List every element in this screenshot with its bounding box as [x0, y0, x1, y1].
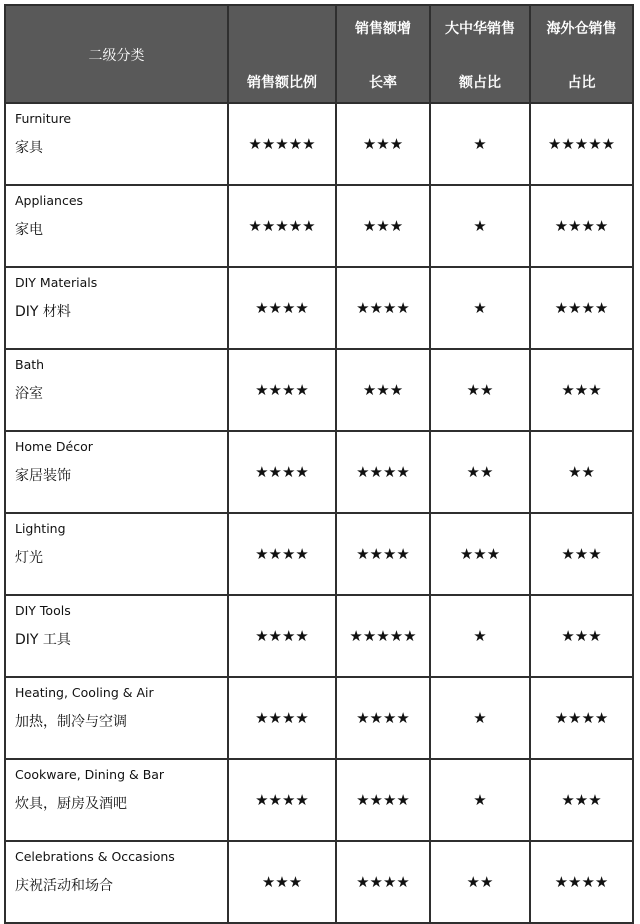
sales-share-rating: ★★★★ — [228, 677, 336, 759]
table-row — [5, 513, 633, 595]
overseas-warehouse-share-rating: ★★★ — [530, 595, 633, 677]
category-cell — [5, 841, 228, 923]
greater-china-share-rating: ★ — [430, 677, 530, 759]
category-name-en: Home Décor — [15, 439, 93, 454]
category-name-zh: 浴室 — [15, 386, 43, 402]
category-cell — [5, 185, 228, 267]
category-name-zh: 家具 — [15, 140, 43, 156]
overseas-warehouse-share-rating: ★★★★★ — [530, 103, 633, 185]
greater-china-share-rating: ★ — [430, 595, 530, 677]
category-cell — [5, 595, 228, 677]
category-name-en: DIY Tools — [15, 603, 71, 618]
sales-growth-rating: ★★★★ — [336, 677, 430, 759]
greater-china-share-rating: ★ — [430, 267, 530, 349]
category-name-en: Lighting — [15, 521, 66, 536]
greater-china-share-rating: ★★ — [430, 349, 530, 431]
category-name-en: Appliances — [15, 193, 84, 208]
greater-china-share-rating: ★ — [430, 103, 530, 185]
sales-growth-rating: ★★★★ — [336, 431, 430, 513]
category-name-en: Furniture — [15, 111, 72, 126]
overseas-warehouse-share-rating: ★★★★ — [530, 677, 633, 759]
category-cell — [5, 513, 228, 595]
sales-share-rating: ★★★★ — [228, 431, 336, 513]
header-sales-share: 销售额比例 — [228, 5, 336, 103]
table-row — [5, 103, 633, 185]
category-name-en: Bath — [15, 357, 45, 372]
category-name-zh: DIY 材料 — [15, 304, 71, 320]
header-sales-growth: 销售额增 长率 — [336, 5, 430, 103]
sales-share-rating: ★★★★ — [228, 595, 336, 677]
greater-china-share-rating: ★★ — [430, 431, 530, 513]
overseas-warehouse-share-rating: ★★★ — [530, 513, 633, 595]
table-row — [5, 267, 633, 349]
overseas-warehouse-share-rating: ★★ — [530, 431, 633, 513]
greater-china-share-rating: ★ — [430, 759, 530, 841]
table-row — [5, 841, 633, 923]
overseas-warehouse-share-rating: ★★★ — [530, 759, 633, 841]
sales-share-rating: ★★★★ — [228, 513, 336, 595]
table-container — [4, 4, 632, 894]
category-name-zh: DIY 工具 — [15, 632, 71, 648]
category-name-zh: 家居装饰 — [15, 468, 71, 484]
sales-growth-rating: ★★★★★ — [336, 595, 430, 677]
category-name-en: Celebrations & Occasions — [15, 849, 175, 864]
sales-growth-rating: ★★★★ — [336, 513, 430, 595]
category-cell — [5, 431, 228, 513]
greater-china-share-rating: ★★★ — [430, 513, 530, 595]
overseas-warehouse-share-rating: ★★★ — [530, 349, 633, 431]
category-cell — [5, 349, 228, 431]
table-row — [5, 185, 633, 267]
table-body — [5, 103, 633, 923]
category-name-zh: 庆祝活动和场合 — [15, 878, 113, 894]
category-name-zh: 家电 — [15, 222, 43, 238]
greater-china-share-rating: ★★ — [430, 841, 530, 923]
header-category: 二级分类 — [5, 5, 228, 103]
category-name-zh: 灯光 — [15, 550, 43, 566]
sales-growth-rating: ★★★ — [336, 349, 430, 431]
sales-share-rating: ★★★★★ — [228, 103, 336, 185]
sales-growth-rating: ★★★ — [336, 103, 430, 185]
table-row — [5, 677, 633, 759]
category-name-zh: 加热，制冷与空调 — [15, 714, 127, 730]
category-name-zh: 炊具，厨房及酒吧 — [15, 796, 127, 812]
overseas-warehouse-share-rating: ★★★★ — [530, 267, 633, 349]
sales-share-rating: ★★★★ — [228, 759, 336, 841]
sales-growth-rating: ★★★★ — [336, 759, 430, 841]
table-header — [5, 5, 633, 103]
category-name-en: DIY Materials — [15, 275, 98, 290]
category-rating-table — [4, 4, 634, 924]
category-cell — [5, 267, 228, 349]
table-row — [5, 595, 633, 677]
sales-share-rating: ★★★★ — [228, 267, 336, 349]
category-cell — [5, 759, 228, 841]
header-overseas-warehouse-share: 海外仓销售 占比 — [530, 5, 633, 103]
greater-china-share-rating: ★ — [430, 185, 530, 267]
overseas-warehouse-share-rating: ★★★★ — [530, 185, 633, 267]
table-row — [5, 431, 633, 513]
sales-growth-rating: ★★★★ — [336, 841, 430, 923]
sales-growth-rating: ★★★ — [336, 185, 430, 267]
category-name-en: Cookware, Dining & Bar — [15, 767, 165, 782]
sales-share-rating: ★★★★ — [228, 349, 336, 431]
table-row — [5, 349, 633, 431]
category-cell — [5, 677, 228, 759]
sales-share-rating: ★★★ — [228, 841, 336, 923]
sales-growth-rating: ★★★★ — [336, 267, 430, 349]
overseas-warehouse-share-rating: ★★★★ — [530, 841, 633, 923]
table-row — [5, 759, 633, 841]
sales-share-rating: ★★★★★ — [228, 185, 336, 267]
category-cell — [5, 103, 228, 185]
category-name-en: Heating, Cooling & Air — [15, 685, 154, 700]
header-greater-china-share: 大中华销售 额占比 — [430, 5, 530, 103]
